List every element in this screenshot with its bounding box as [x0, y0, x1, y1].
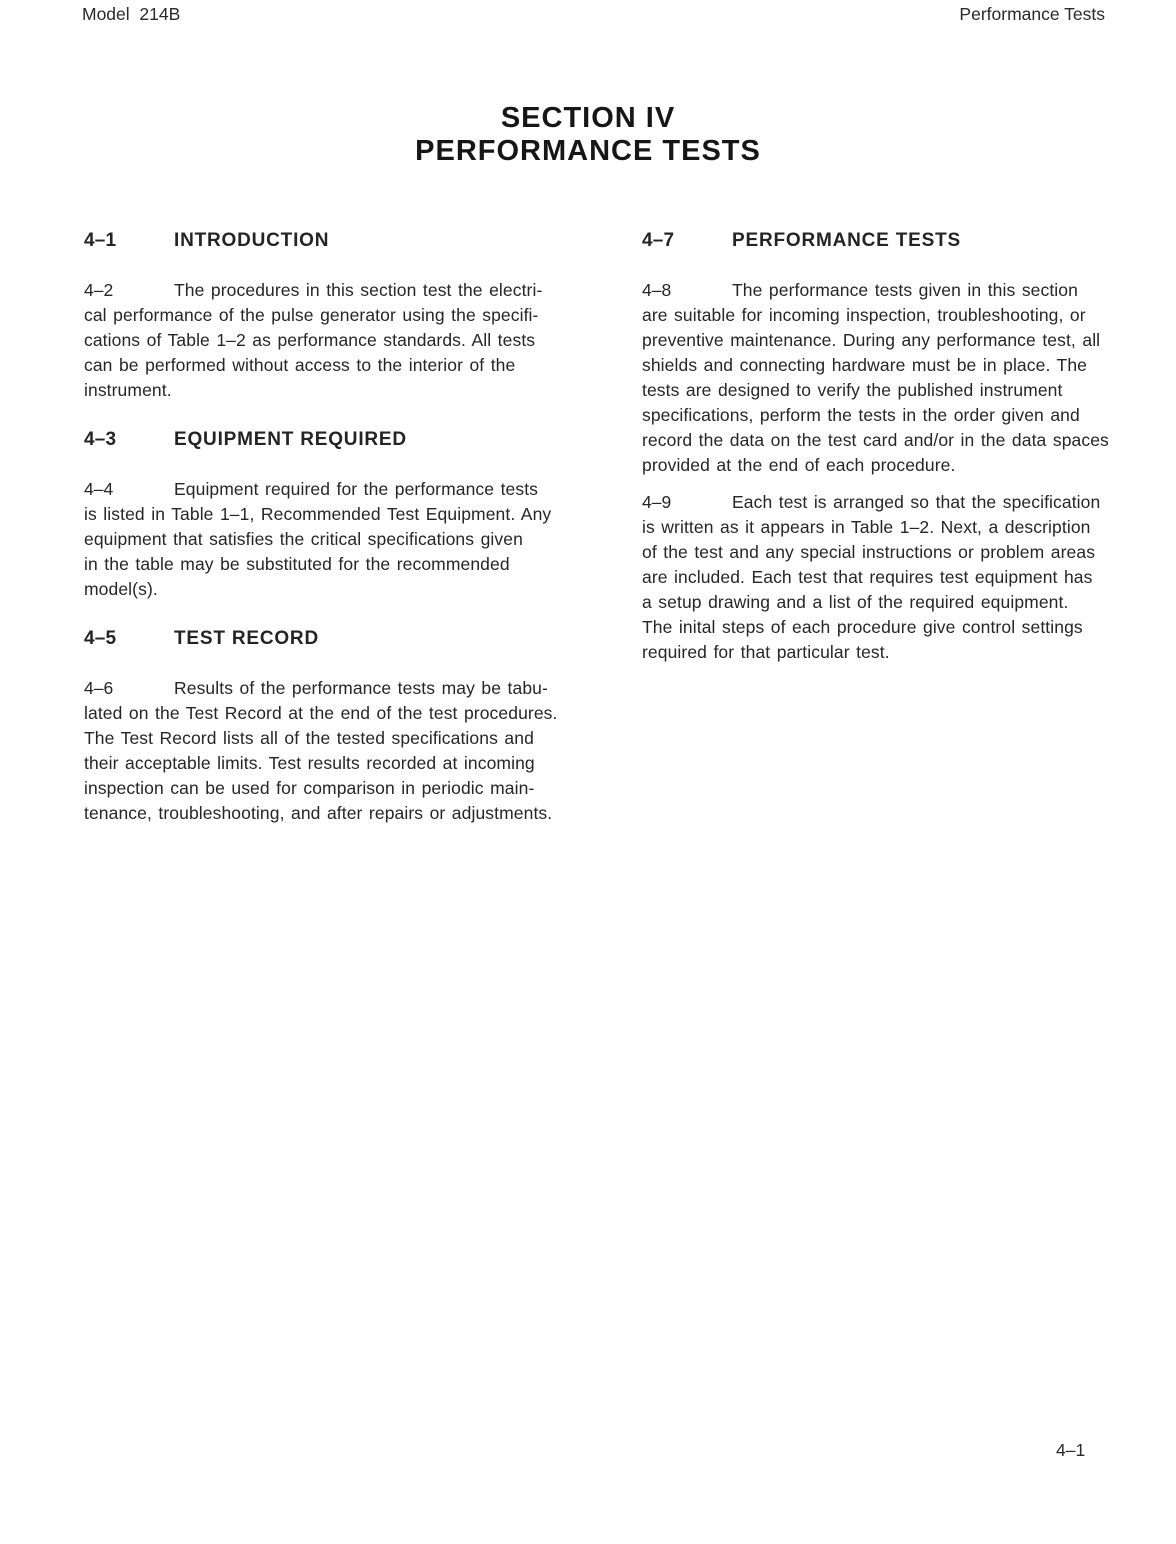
paragraph-line: can be performed without access to the interior of the [84, 355, 516, 375]
paragraph-line: specifications, perform the tests in the order given and [642, 405, 1080, 425]
section-heading [84, 626, 616, 651]
paragraph-line: Equipment required for the performance tests [174, 479, 539, 499]
paragraph-line: in the table may be substituted for the recommended [84, 554, 510, 574]
paragraph-line: is listed in Table 1–1, Recommended Test Equipment. Any [84, 504, 552, 524]
paragraph-line: preventive maintenance. During any performance test, all [642, 330, 1101, 350]
paragraph-line: record the data on the test card and/or in the data spaces [642, 430, 1109, 450]
section-heading [642, 228, 1174, 253]
heading-title: INTRODUCTION [174, 230, 330, 251]
paragraph [642, 278, 1174, 478]
paragraph-number: 4–4 [84, 479, 114, 499]
heading-number: 4–5 [84, 628, 117, 649]
paragraph-line: provided at the end of each procedure. [642, 455, 956, 475]
paragraph-number: 4–6 [84, 678, 114, 698]
section-heading [84, 228, 616, 253]
paragraph-line: their acceptable limits. Test results recorded at incoming [84, 753, 535, 773]
paragraph-line: equipment that satisfies the critical specifications given [84, 529, 523, 549]
paragraph-line: cations of Table 1–2 as performance standards. All tests [84, 330, 536, 350]
heading-number: 4–1 [84, 230, 117, 251]
right-column [642, 228, 1174, 677]
paragraph-line: cal performance of the pulse generator using the specifi- [84, 305, 539, 325]
paragraph-line: Results of the performance tests may be tabu- [174, 678, 548, 698]
section-title-line2: PERFORMANCE TESTS [415, 135, 761, 167]
paragraph-line: The Test Record lists all of the tested specifications and [84, 728, 534, 748]
paragraph-line: The inital steps of each procedure give control settings [642, 617, 1083, 637]
paragraph-line: The performance tests given in this section [732, 280, 1078, 300]
paragraph [642, 490, 1174, 665]
section-title [0, 102, 1176, 168]
paragraph-line: are included. Each test that requires test equipment has [642, 567, 1093, 587]
header-model-label: Model 214B [82, 4, 181, 24]
paragraph-line: is written as it appears in Table 1–2. Next, a description [642, 517, 1091, 537]
page-number: 4–1 [1056, 1440, 1086, 1460]
paragraph-line: required for that particular test. [642, 642, 890, 662]
paragraph [84, 477, 616, 602]
paragraph [84, 676, 616, 826]
header-section-label: Performance Tests [959, 4, 1105, 24]
paragraph [84, 278, 616, 403]
paragraph-line: a setup drawing and a list of the required equipment. [642, 592, 1069, 612]
paragraph-line: of the test and any special instructions or problem areas [642, 542, 1096, 562]
section-heading [84, 427, 616, 452]
running-header [0, 3, 1176, 25]
left-column [84, 228, 616, 838]
paragraph-line: lated on the Test Record at the end of the test procedures. [84, 703, 558, 723]
paragraph-line: are suitable for incoming inspection, troubleshooting, or [642, 305, 1086, 325]
paragraph-line: Each test is arranged so that the specification [732, 492, 1101, 512]
heading-number: 4–7 [642, 230, 675, 251]
paragraph-line: tenance, troubleshooting, and after repairs or adjustments. [84, 803, 553, 823]
heading-title: EQUIPMENT REQUIRED [174, 429, 407, 450]
paragraph-line: model(s). [84, 579, 158, 599]
paragraph-line: instrument. [84, 380, 172, 400]
paragraph-line: inspection can be used for comparison in periodic main- [84, 778, 535, 798]
paragraph-number: 4–2 [84, 280, 114, 300]
heading-title: TEST RECORD [174, 628, 319, 649]
paragraph-number: 4–8 [642, 280, 672, 300]
paragraph-number: 4–9 [642, 492, 672, 512]
section-title-line1: SECTION IV [500, 102, 676, 134]
paragraph-line: tests are designed to verify the published instrument [642, 380, 1063, 400]
heading-title: PERFORMANCE TESTS [732, 230, 961, 251]
heading-number: 4–3 [84, 429, 117, 450]
paragraph-line: shields and connecting hardware must be in place. The [642, 355, 1088, 375]
paragraph-line: The procedures in this section test the electri- [174, 280, 543, 300]
